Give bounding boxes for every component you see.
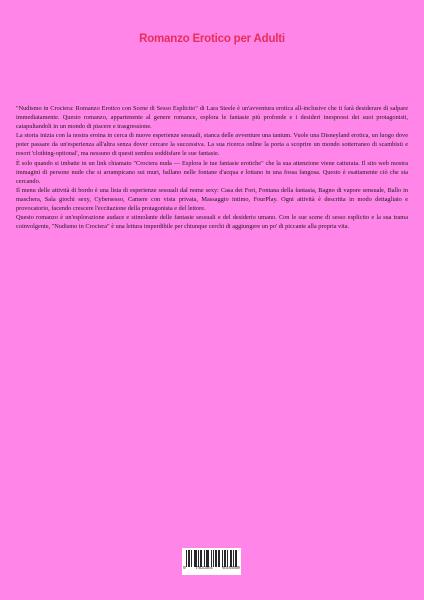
barcode-digit-first: 9 bbox=[183, 566, 186, 571]
cover-title: Romanzo Erotico per Adulti bbox=[139, 33, 285, 45]
barcode-bars bbox=[186, 550, 237, 567]
blurb-paragraph: "Nudismo in Crociera: Romanzo Erotico con Scene di Sesso Esplicito" di Lara Steele è un'avventura erotica all-inclusive che ti farà desiderare di salpare immediatamente. Questo romanzo, appartenente al genere romance, esplora le fantasie più profonde e i desideri inespressi dei suoi protagonisti, catapultandoli in un mondo di piacere e trasgressione. bbox=[16, 105, 408, 131]
barcode-group-right: 644550 bbox=[222, 566, 240, 571]
blurb-paragraph: Questo romanzo è un'esplorazione audace e stimolante delle fantasie sessuali e del desiderio umano. Con le sue scene di sesso esplicito e la sua trama coinvolgente, "Nudismo in Crociera" è una lettura imperdibile per chiunque cerchi di aggiungere un po' di piccante alla propria vita. bbox=[16, 214, 408, 231]
blurb-paragraph: È solo quando si imbatte in un link chiamato "Crociera nuda — Esplora le tue fantasie erotiche" che la sua attenzione viene catturata. Il sito web mostra immagini di persone nude che si arrampicano sui muri, ballano nelle fontane d'acqua e lottano in una fossa fangosa. Questo è esattamente ciò che sta cercando. bbox=[16, 159, 408, 185]
blurb-paragraph: La storia inizia con la nostra eroina in cerca di nuove esperienze sessuali, stanca delle avventure una tantum. Vuole una Disneyland erotica, un luogo dove poter passare da un'esperienza all'altra senza dover cercare la successiva. La sua ricerca online la porta a scoprire un mondo sotterraneo di scambisti e resort 'clothing-optional', ma nessuno di questi sembra soddisfare le sue fantasie. bbox=[16, 132, 408, 158]
blurb-paragraph: Il menu delle attività di bordo è una lista di esperienze sessuali dal nome sexy: Casa dei Fori, Fontana della fantasia, Bagno di vapore sensuale, Ballo in maschera, Sala giochi sexy, Cybersesso, Camere con vista privata, Massaggio intimo, FourPlay. Ogni attività è descritta in modo dettagliato e provocatorio, facendo crescere l'eccitazione della protagonista e del lettore. bbox=[16, 186, 408, 213]
barcode-group-left: 783384 bbox=[195, 566, 213, 571]
isbn-barcode bbox=[182, 548, 241, 575]
barcode-digits bbox=[183, 566, 240, 571]
blurb-text bbox=[16, 104, 408, 231]
